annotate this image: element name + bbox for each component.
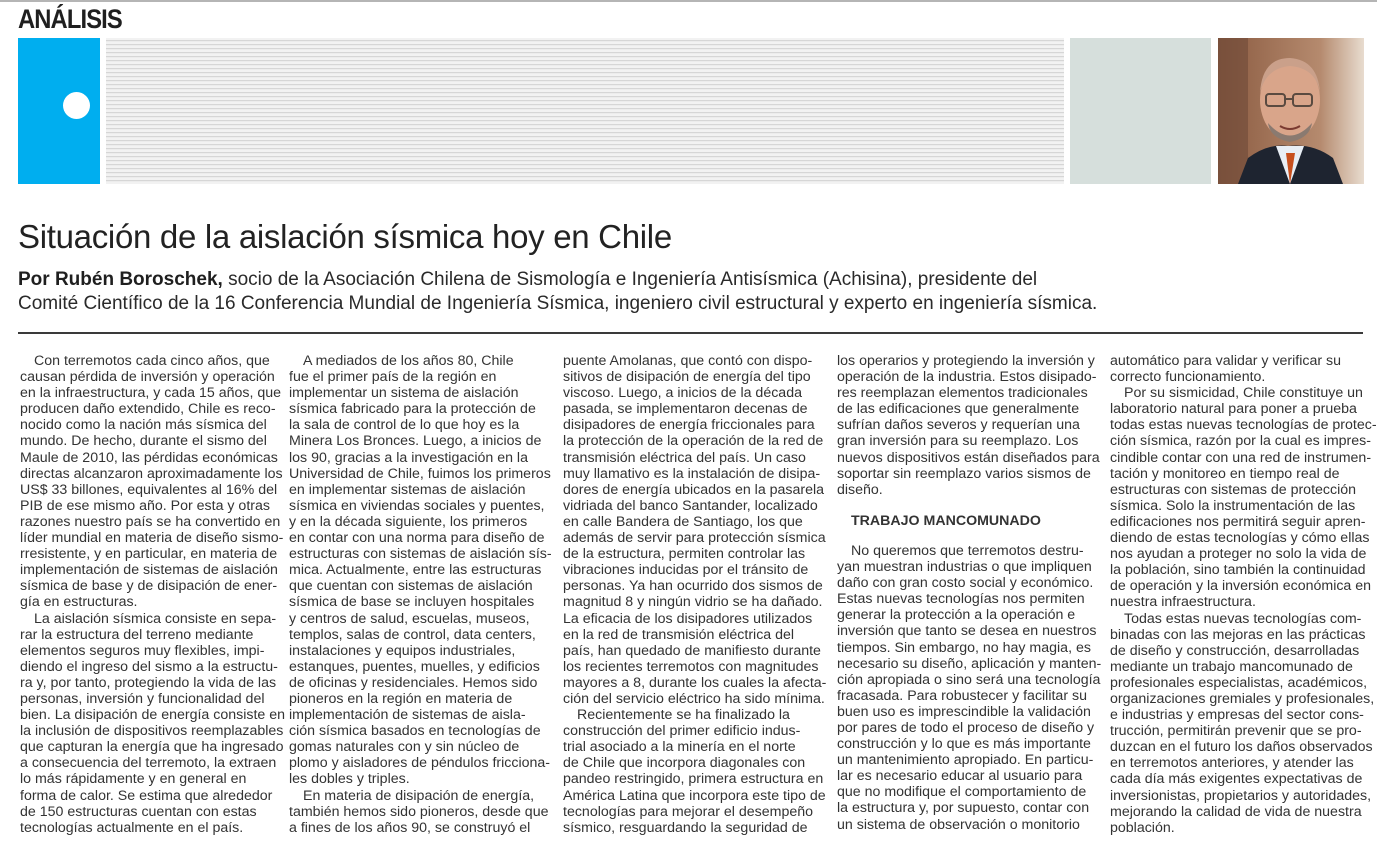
text-line: diendo de estas tecnologías y cómo ellas bbox=[1110, 530, 1370, 547]
text-line: soportar sin reemplazo varios sismos de bbox=[837, 465, 1091, 482]
banner-panel bbox=[1070, 38, 1211, 184]
text-line: cindible contar con una red de instrumen- bbox=[1110, 449, 1372, 466]
text-line: forma de calor. Se estima que alrededor bbox=[20, 787, 273, 804]
text-line: Maule de 2010, las pérdidas económicas bbox=[20, 449, 278, 466]
text-line: organizaciones gremiales y profesionales, bbox=[1110, 690, 1375, 707]
article-column-4 bbox=[837, 353, 1102, 833]
text-line: En materia de disipación de energía, bbox=[303, 787, 535, 804]
text-line: en terremotos anteriores, y atender las bbox=[1110, 755, 1354, 772]
text-line: los 90, gracias a la investigación en la bbox=[289, 449, 528, 466]
text-line: ción apropiada o sino será una tecnología bbox=[837, 671, 1101, 688]
text-line: inversionistas, propietarios y autoridades, bbox=[1110, 787, 1372, 804]
text-line: producen daño extendido, Chile es reco- bbox=[20, 401, 276, 418]
text-line: elementos seguros muy flexibles, impi- bbox=[20, 642, 265, 659]
text-line: pioneros en la región en materia de bbox=[289, 690, 513, 707]
text-line: implementar un sistema de aislación bbox=[289, 385, 519, 402]
accent-block bbox=[18, 38, 100, 184]
top-divider bbox=[0, 0, 1377, 2]
text-line: implementación de sistemas de aislación bbox=[20, 562, 278, 579]
text-line: nuestra infraestructura. bbox=[1110, 594, 1256, 611]
text-line: res reemplazan elementos tradicionales bbox=[837, 385, 1088, 402]
article-column-3 bbox=[563, 353, 827, 836]
text-line: yan muestran industrias o que impliquen bbox=[837, 559, 1092, 576]
text-line: razones nuestro país se ha convertido en bbox=[20, 513, 281, 530]
text-line: mundo. De hecho, durante el sismo del bbox=[20, 433, 267, 450]
text-line: por pares de todo el proceso de diseño y bbox=[837, 719, 1095, 736]
text-line: No queremos que terremotos destru- bbox=[851, 542, 1084, 559]
header-rule bbox=[18, 332, 1363, 334]
text-line: además de servir para protección sísmica bbox=[563, 530, 826, 547]
text-line: sísmica fabricado para la protección de bbox=[289, 401, 536, 418]
text-line: estructuras con sistemas de protección bbox=[1110, 481, 1357, 498]
text-line: tación y monitoreo en tiempo real de bbox=[1110, 465, 1340, 482]
text-line: un sistema de observación o monitorio bbox=[837, 816, 1080, 833]
text-line: buen uso es imprescindible la validación bbox=[837, 703, 1091, 720]
text-line: fracasada. Para robustecer y facilitar su bbox=[837, 687, 1087, 704]
author-photo bbox=[1218, 38, 1364, 184]
text-line: lo más rápidamente y en general en bbox=[20, 771, 247, 788]
striped-banner bbox=[106, 38, 1064, 184]
text-line: ción sísmica basados en tecnologías de bbox=[289, 723, 541, 740]
text-line: pandeo restringido, primera estructura en bbox=[563, 771, 824, 788]
text-line: binadas con las mejoras en las prácticas bbox=[1110, 626, 1366, 643]
byline bbox=[18, 268, 1363, 316]
text-line: transmisión eléctrica del país. Un caso bbox=[563, 449, 806, 466]
text-line: Estas nuevas tecnologías nos permiten bbox=[837, 591, 1085, 608]
text-line: rar la estructura del terreno mediante bbox=[20, 626, 254, 643]
text-line: sísmica de base y de disipación de ener- bbox=[20, 578, 278, 595]
text-line: sísmica en viviendas sociales y puentes, bbox=[289, 497, 545, 514]
text-line: mica. Actualmente, entre las estructuras bbox=[289, 562, 542, 579]
text-line: viscoso. Luego, a inicios de la década bbox=[563, 385, 802, 402]
text-line: templos, salas de control, data centers, bbox=[289, 626, 536, 643]
text-line: gía en estructuras. bbox=[20, 594, 138, 611]
text-line: diendo el ingreso del sismo a la estructu- bbox=[20, 658, 278, 675]
text-line: y en la década siguiente, los primeros bbox=[289, 513, 528, 530]
text-line: trial asociado a la minería en el norte bbox=[563, 739, 796, 756]
text-line: Universidad de Chile, fuimos los primeros bbox=[289, 465, 551, 482]
text-line: La eficacia de los disipadores utilizados bbox=[563, 610, 813, 627]
text-line: la sala de control de lo que hoy es la bbox=[289, 417, 520, 434]
text-line: ción sísmica, razón por la cual es impres- bbox=[1110, 433, 1371, 450]
text-line: magnitud 8 y ningún vidrio se ha dañado. bbox=[563, 594, 823, 611]
text-line: Con terremotos cada cinco años, que bbox=[34, 353, 270, 369]
byline-author: Por Rubén Boroschek, bbox=[18, 269, 223, 290]
text-line: mejorando la calidad de vida de nuestra bbox=[1110, 803, 1362, 820]
text-line: duzcan en el futuro los daños observados bbox=[1110, 739, 1373, 756]
text-line: población. bbox=[1110, 819, 1175, 836]
text-line: la protección de la operación de la red de bbox=[563, 433, 824, 450]
text-line: US$ 33 billones, equivalentes al 16% del bbox=[20, 481, 278, 498]
text-line: América Latina que incorpora este tipo de bbox=[563, 787, 826, 804]
text-line: muy llamativo es la instalación de disipa- bbox=[563, 465, 821, 482]
text-line: necesario su diseño, aplicación y manten- bbox=[837, 655, 1102, 672]
article-title: Situación de la aislación sísmica hoy en Chile bbox=[18, 218, 672, 255]
text-line: tecnologías actualmente en el país. bbox=[20, 819, 244, 836]
text-line: edificaciones nos permitirá seguir apren- bbox=[1110, 513, 1366, 530]
text-line: personas. Ya han ocurrido dos sismos de bbox=[563, 578, 823, 595]
text-line: la población, sino también la continuidad bbox=[1110, 562, 1366, 579]
text-line: tecnologías para mejorar el desempeño bbox=[563, 803, 814, 820]
text-line: sísmica de base se incluyen hospitales bbox=[289, 594, 535, 611]
text-line: en la infraestructura, y cada 15 años, que bbox=[20, 385, 282, 402]
text-line: fue el primer país de la región en bbox=[289, 369, 497, 386]
text-line: en la red de transmisión eléctrica del bbox=[563, 626, 795, 643]
text-line: trucción, permitirán prevenir que se pro- bbox=[1110, 723, 1362, 740]
text-line: causan pérdida de inversión y operación bbox=[20, 369, 275, 386]
text-line: instalaciones y equipos industriales, bbox=[289, 642, 516, 659]
author-portrait-icon bbox=[1218, 38, 1364, 184]
text-line: construcción del primer edificio indus- bbox=[563, 723, 801, 740]
text-line: que cuentan con sistemas de aislación bbox=[289, 578, 533, 595]
text-line: Todas estas nuevas tecnologías com- bbox=[1124, 610, 1362, 627]
text-line: estructuras con sistemas de aislación sís- bbox=[289, 546, 552, 563]
text-line: de diseño y construcción, desarrolladas bbox=[1110, 642, 1360, 659]
text-line: correcto funcionamiento. bbox=[1110, 369, 1266, 386]
text-line: en implementar sistemas de aislación bbox=[289, 481, 526, 498]
text-line: Recientemente se ha finalizado la bbox=[577, 707, 790, 724]
text-line: e industrias y empresas del sector cons- bbox=[1110, 707, 1364, 724]
circle-icon bbox=[63, 92, 90, 119]
text-line: sufrían daños severos y requerían una bbox=[837, 417, 1080, 434]
text-line: les dobles y triples. bbox=[289, 771, 410, 788]
text-line: La aislación sísmica consiste en sepa- bbox=[34, 610, 277, 627]
text-line: nuevos dispositivos están diseñados para bbox=[837, 449, 1100, 466]
text-line: ra y, por tanto, protegiendo la vida de las bbox=[20, 674, 277, 691]
article-column-1 bbox=[20, 353, 286, 836]
text-line: sitivos de disipación de energía del tipo bbox=[563, 369, 811, 386]
text-line: PIB de ese mismo año. Por esta y otras bbox=[20, 497, 270, 514]
text-line: estanques, puentes, muelles, y edificios bbox=[289, 658, 540, 675]
text-line: implementación de sistemas de aisla- bbox=[289, 707, 526, 724]
section-label: ANÁLISIS bbox=[18, 4, 122, 34]
text-line: todas estas nuevas tecnologías de protec- bbox=[1110, 417, 1377, 434]
text-line: de la estructura, permiten controlar las bbox=[563, 546, 806, 563]
text-line: operación de la industria. Estos disipado- bbox=[837, 369, 1097, 386]
text-line: cada día más exigentes expectativas de bbox=[1110, 771, 1363, 788]
text-line: mayores a 8, durante los cuales la afecta- bbox=[563, 674, 827, 691]
text-line: los operarios y protegiendo la inversión y bbox=[837, 353, 1095, 369]
text-line: vibraciones inducidas por el tránsito de bbox=[563, 562, 809, 579]
text-line: también hemos sido pioneros, desde que bbox=[289, 803, 549, 820]
text-line: que no modifique el comportamiento de bbox=[837, 784, 1087, 801]
text-line: generar la protección a la operación e bbox=[837, 607, 1076, 624]
text-line: a fines de los años 90, se construyó el bbox=[289, 819, 531, 836]
text-line: en calle Bandera de Santiago, los que bbox=[563, 513, 803, 530]
text-line: país, han quedado de manifiesto durante bbox=[563, 642, 821, 659]
text-line: nos ayudan a proteger no solo la vida de bbox=[1110, 546, 1367, 563]
byline-line-1: socio de la Asociación Chilena de Sismología e Ingeniería Antisísmica (Achisina), presidente del bbox=[222, 269, 1038, 290]
text-line: mediante un trabajo mancomunado de bbox=[1110, 658, 1353, 675]
text-line: líder mundial en materia de diseño sismo- bbox=[20, 530, 284, 547]
text-line: Por su sismicidad, Chile constituye un bbox=[1124, 385, 1363, 402]
text-line: gomas naturales con y sin núcleo de bbox=[289, 739, 520, 756]
text-line: y centros de salud, escuelas, museos, bbox=[289, 610, 530, 627]
text-line: personas, inversión y funcionalidad del bbox=[20, 690, 265, 707]
text-line: los recientes terremotos con magnitudes bbox=[563, 658, 819, 675]
text-line: de oficinas y residenciales. Hemos sido bbox=[289, 674, 538, 691]
text-line: a consecuencia del terremoto, la extraen bbox=[20, 755, 277, 772]
text-line: en contar con una norma para diseño de bbox=[289, 530, 545, 547]
text-line: nocido como la nación más sísmica del bbox=[20, 417, 267, 434]
text-line: daño con gran costo social y económico. bbox=[837, 575, 1094, 592]
text-line: dores de energía ubicados en la pasarela bbox=[563, 481, 825, 498]
text-line: lar es necesario educar al usuario para bbox=[837, 768, 1083, 785]
text-line: de operación y la inversión económica en bbox=[1110, 578, 1372, 595]
text-line: laboratorio natural para poner a prueba bbox=[1110, 401, 1357, 418]
text-line: de Chile que incorpora diagonales con bbox=[563, 755, 806, 772]
subheading: TRABAJO MANCOMUNADO bbox=[851, 512, 1041, 529]
article-column-5 bbox=[1110, 353, 1377, 836]
text-line: disipadores de energía friccionales para bbox=[563, 417, 815, 434]
text-line: que capturan la energía que ha ingresado bbox=[20, 739, 284, 756]
text-line: gran inversión para su reemplazo. Los bbox=[837, 433, 1079, 450]
text-line: sísmica. Solo la instrumentación de las bbox=[1110, 497, 1356, 514]
text-line: un mantenimiento apropiado. En particu- bbox=[837, 752, 1094, 769]
text-line: tiempos. Sin embargo, no hay magia, es bbox=[837, 639, 1091, 656]
text-line: inversión que tanto se desea en nuestros bbox=[837, 623, 1097, 640]
text-line: pasada, se implementaron decenas de bbox=[563, 401, 808, 418]
byline-line-2: Comité Científico de la 16 Conferencia Mundial de Ingeniería Sísmica, ingeniero civil estructural y experto en ingeniería sísmica. bbox=[18, 293, 1098, 314]
text-line: bien. La disipación de energía consiste en bbox=[20, 707, 286, 724]
text-line: ción del servicio eléctrico ha sido mínima. bbox=[563, 690, 825, 707]
text-line: directas alcanzaron aproximadamente los bbox=[20, 465, 283, 482]
text-line: automático para validar y verificar su bbox=[1110, 353, 1342, 369]
text-line: diseño. bbox=[837, 481, 883, 498]
text-line: puente Amolanas, que contó con dispo- bbox=[563, 353, 813, 369]
text-line: la inclusión de dispositivos reemplazables bbox=[20, 723, 284, 740]
text-line: A mediados de los años 80, Chile bbox=[303, 353, 514, 369]
text-line: rresistente, y en particular, en materia de bbox=[20, 546, 278, 563]
text-line: profesionales especialistas, académicos, bbox=[1110, 674, 1368, 691]
text-line: de 150 estructuras cuentan con estas bbox=[20, 803, 257, 820]
text-line: sísmico, resguardando la seguridad de bbox=[563, 819, 808, 836]
article-column-2 bbox=[289, 353, 552, 836]
text-line: vidriada del banco Santander, localizado bbox=[563, 497, 818, 514]
text-line: construcción y lo que es más importante bbox=[837, 736, 1091, 753]
text-line: Minera Los Bronces. Luego, a inicios de bbox=[289, 433, 542, 450]
text-line: la estructura y, por supuesto, contar con bbox=[837, 800, 1090, 817]
text-line: plomo y aisladores de péndulos fricciona- bbox=[289, 755, 551, 772]
text-line: de las edificaciones que generalmente bbox=[837, 401, 1080, 418]
